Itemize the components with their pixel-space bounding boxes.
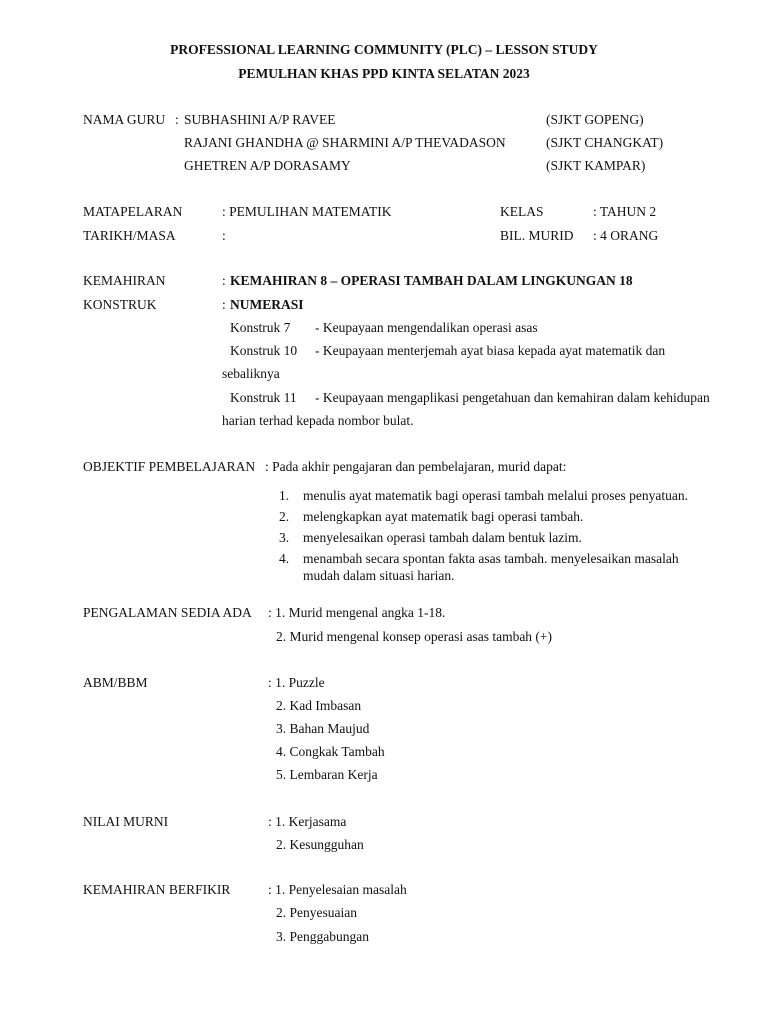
students-value: : 4 ORANG — [593, 228, 659, 243]
teacher-colon: : — [175, 112, 179, 127]
students-label: BIL. MURID — [500, 228, 574, 243]
thinking-label: KEMAHIRAN BERFIKIR — [83, 882, 231, 897]
class-label: KELAS — [500, 204, 544, 219]
materials-item: 4. Congkak Tambah — [276, 744, 385, 759]
skill-colon: : — [222, 273, 226, 288]
teacher-name: RAJANI GHANDHA @ SHARMINI A/P THEVADASON — [184, 135, 506, 150]
materials-item: 5. Lembaran Kerja — [276, 767, 378, 782]
objective-number: 1. — [279, 488, 290, 503]
materials-item: 3. Bahan Maujud — [276, 721, 370, 736]
date-label: TARIKH/MASA — [83, 228, 176, 243]
construct-item-cont: harian terhad kepada nombor bulat. — [222, 413, 414, 428]
construct-item-desc: - Keupayaan mengaplikasi pengetahuan dan kemahiran dalam kehidupan — [315, 390, 710, 405]
objective-text: melengkapkan ayat matematik bagi operasi tambah. — [303, 509, 584, 524]
document-title: PROFESSIONAL LEARNING COMMUNITY (PLC) – LESSON STUDY — [170, 42, 598, 57]
subject-value: : PEMULIHAN MATEMATIK — [222, 204, 392, 219]
objective-number: 4. — [279, 551, 290, 566]
thinking-item: : 1. Penyelesaian masalah — [268, 882, 407, 897]
class-value: : TAHUN 2 — [593, 204, 657, 219]
objective-text-cont: mudah dalam situasi harian. — [303, 568, 455, 583]
subject-label: MATAPELARAN — [83, 204, 183, 219]
thinking-item: 3. Penggabungan — [276, 929, 369, 944]
teacher-name: SUBHASHINI A/P RAVEE — [184, 112, 336, 127]
construct-item-desc: - Keupayaan menterjemah ayat biasa kepada ayat matematik dan — [315, 343, 666, 358]
objectives-label: OBJEKTIF PEMBELAJARAN — [83, 459, 256, 474]
values-item: : 1. Kerjasama — [268, 814, 347, 829]
construct-label: KONSTRUK — [83, 297, 157, 312]
teacher-label: NAMA GURU — [83, 112, 166, 127]
document-subtitle: PEMULHAN KHAS PPD KINTA SELATAN 2023 — [238, 66, 530, 81]
prior-knowledge-item: 2. Murid mengenal konsep operasi asas tambah (+) — [276, 629, 553, 644]
skill-value: KEMAHIRAN 8 – OPERASI TAMBAH DALAM LINGKUNGAN 18 — [230, 273, 633, 288]
objective-number: 3. — [279, 530, 290, 545]
construct-colon: : — [222, 297, 226, 312]
prior-knowledge-label: PENGALAMAN SEDIA ADA — [83, 605, 252, 620]
teacher-name: GHETREN A/P DORASAMY — [184, 158, 351, 173]
thinking-item: 2. Penyesuaian — [276, 905, 357, 920]
teacher-school: (SJKT CHANGKAT) — [546, 135, 664, 150]
construct-item-name: Konstruk 11 — [230, 390, 297, 405]
objective-number: 2. — [279, 509, 290, 524]
materials-label: ABM/BBM — [83, 675, 148, 690]
objective-text: menulis ayat matematik bagi operasi tambah melalui proses penyatuan. — [303, 488, 689, 503]
objective-text: menambah secara spontan fakta asas tambah. menyelesaikan masalah — [303, 551, 679, 566]
date-value: : — [222, 228, 226, 243]
materials-item: 2. Kad Imbasan — [276, 698, 362, 713]
objectives-intro: : Pada akhir pengajaran dan pembelajaran, murid dapat: — [265, 459, 567, 474]
values-item: 2. Kesungguhan — [276, 837, 364, 852]
teacher-school: (SJKT KAMPAR) — [546, 158, 646, 173]
skill-label: KEMAHIRAN — [83, 273, 166, 288]
objective-text: menyelesaikan operasi tambah dalam bentuk lazim. — [303, 530, 582, 545]
construct-item-cont: sebaliknya — [222, 366, 280, 381]
teacher-school: (SJKT GOPENG) — [546, 112, 644, 127]
construct-item-name: Konstruk 7 — [230, 320, 291, 335]
prior-knowledge-item: : 1. Murid mengenal angka 1-18. — [268, 605, 446, 620]
values-label: NILAI MURNI — [83, 814, 169, 829]
construct-item-name: Konstruk 10 — [230, 343, 298, 358]
materials-item: : 1. Puzzle — [268, 675, 325, 690]
construct-item-desc: - Keupayaan mengendalikan operasi asas — [315, 320, 538, 335]
construct-value: NUMERASI — [230, 297, 304, 312]
